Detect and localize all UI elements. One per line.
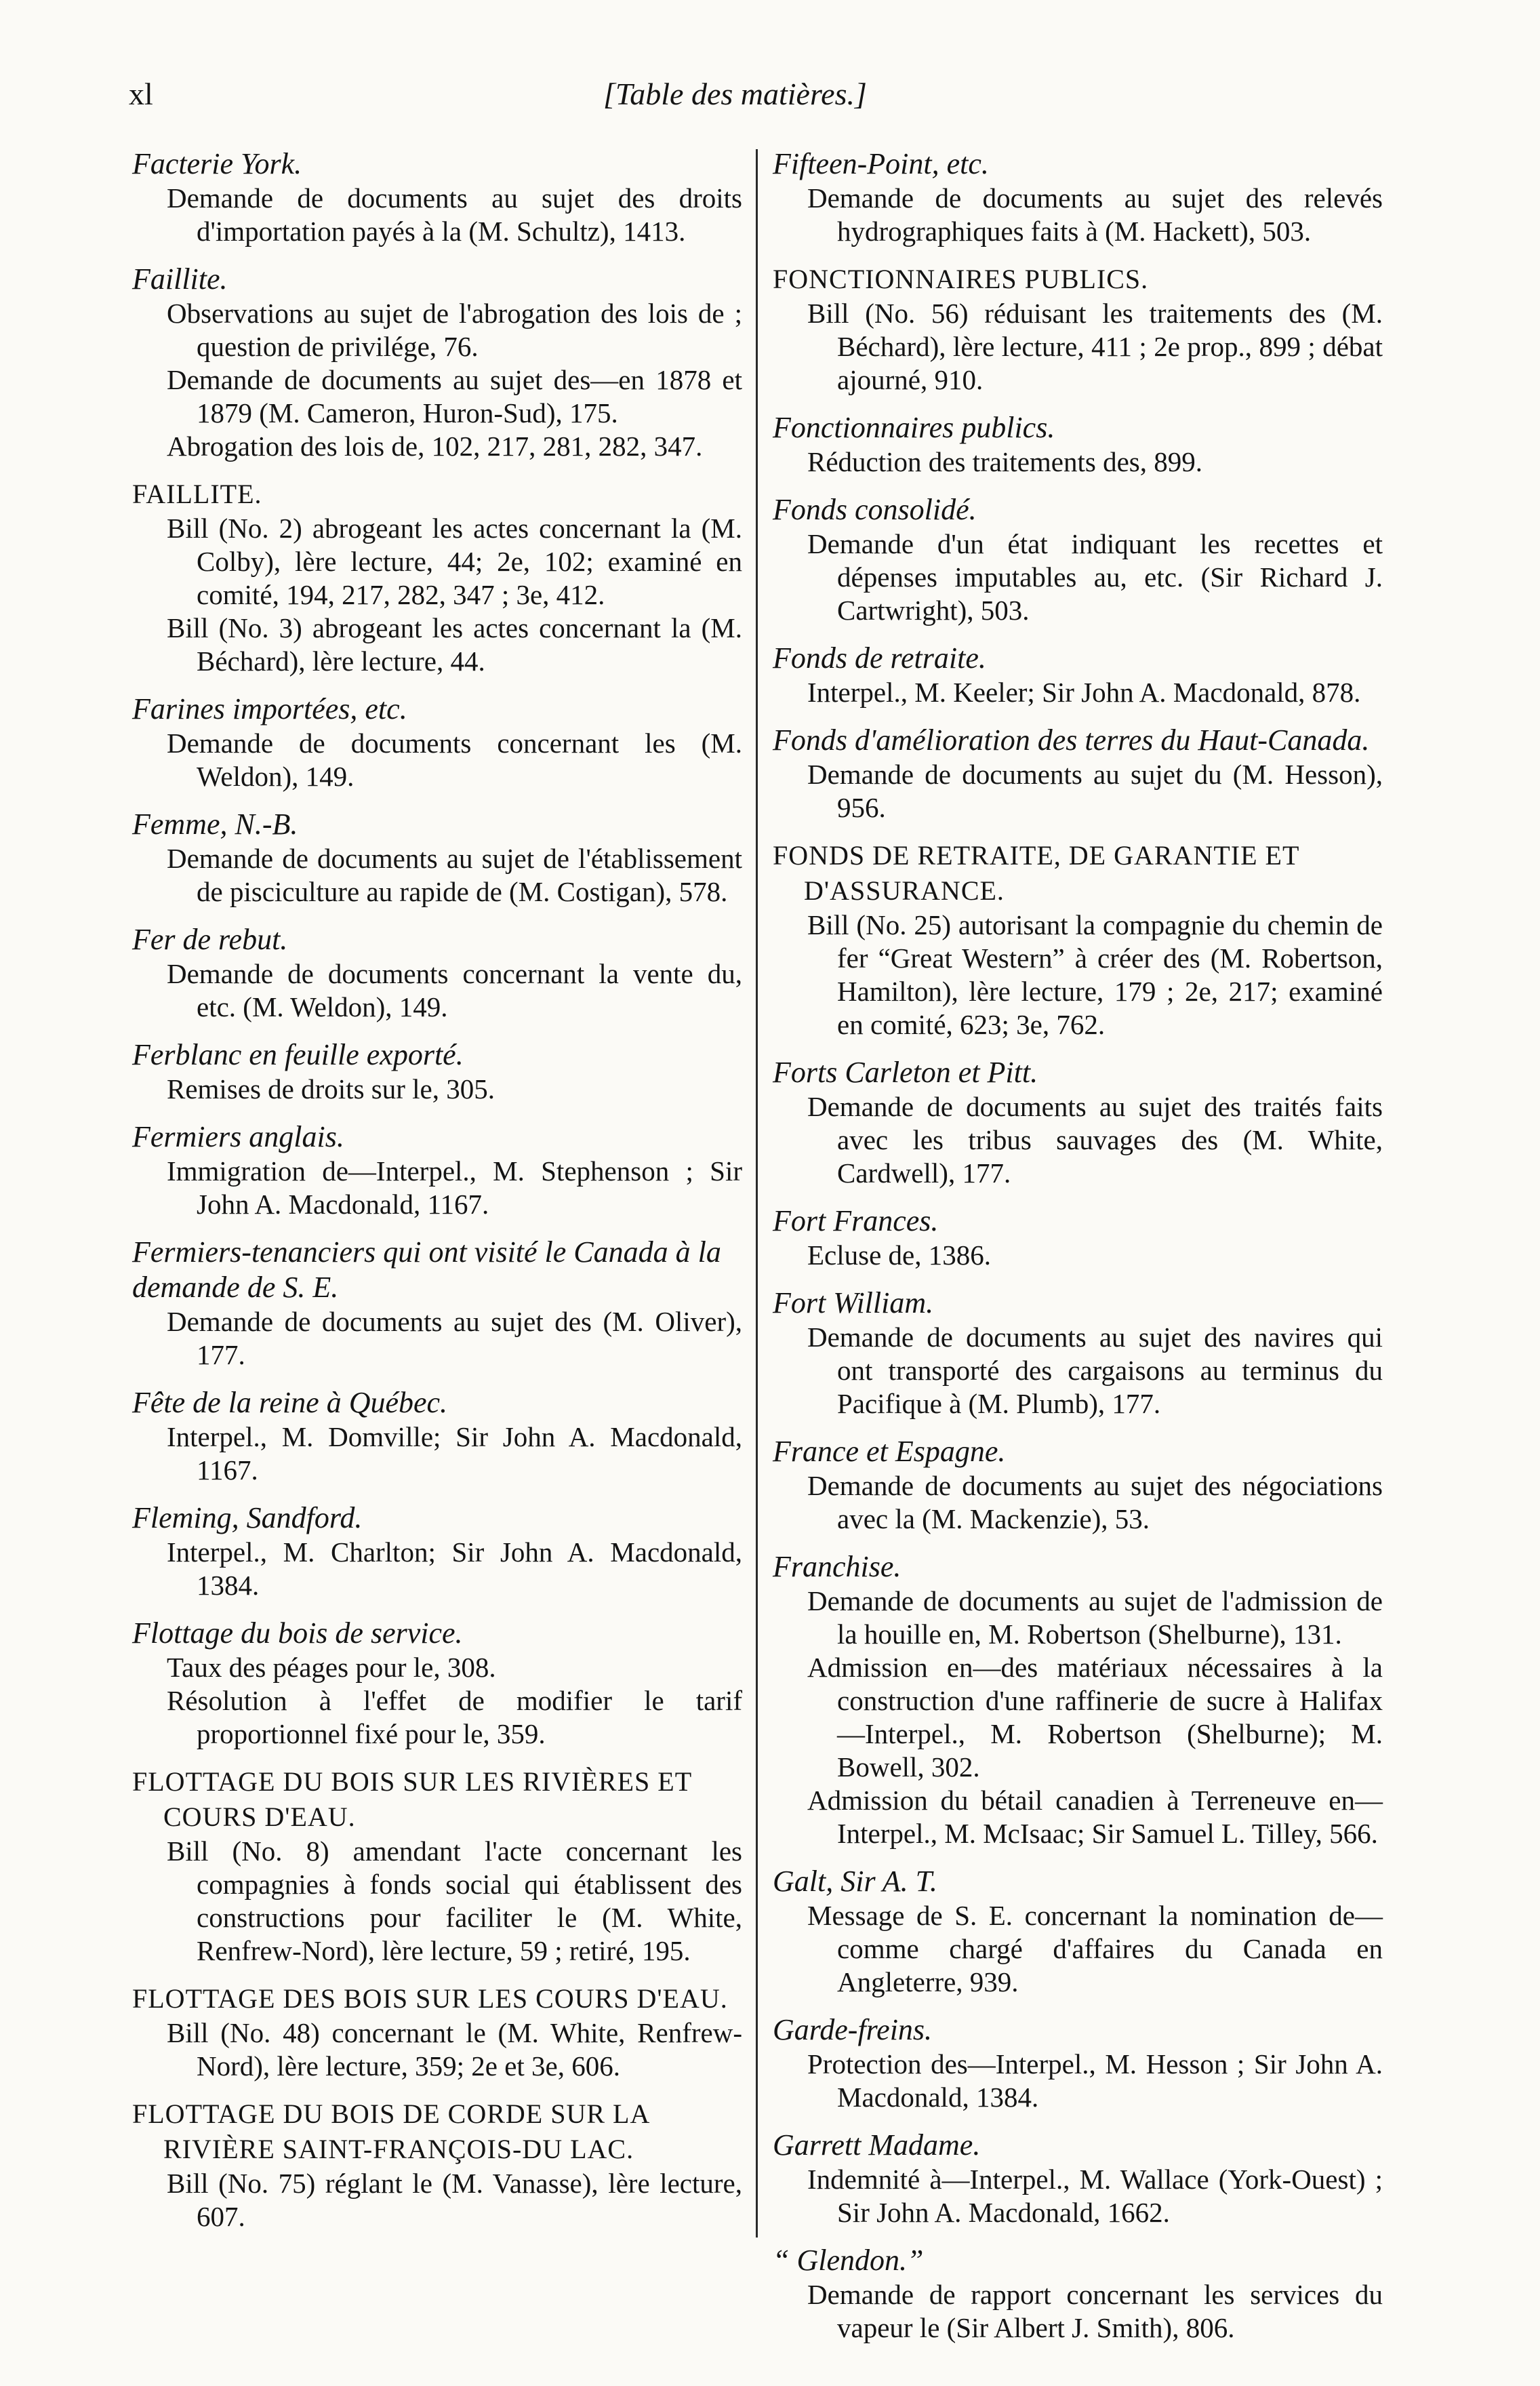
entry-heading: FAILLITE. — [132, 479, 262, 509]
entry-heading: Fonctionnaires publics. — [773, 411, 1055, 444]
entry-subentry: Demande de documents concernant les (M. Weldon), 149. — [167, 728, 742, 792]
entry-subentry: Abrogation des lois de, 102, 217, 281, 282, 347. — [167, 431, 703, 462]
entry-heading: Garde-freins. — [773, 2013, 933, 2046]
page-number: xl — [129, 77, 153, 111]
entry-heading: Fermiers-tenanciers qui ont visité le Canada à la demande de S. E. — [132, 1235, 721, 1304]
entry-heading: FLOTTAGE DU BOIS DE CORDE SUR LA RIVIÈRE SAINT-FRANÇOIS-DU LAC. — [132, 2099, 649, 2164]
index-entry — [132, 477, 742, 678]
index-entry — [132, 1235, 742, 1372]
index-entry — [773, 1434, 1383, 1536]
entry-subentry: Bill (No. 3) abrogeant les actes concernant la (M. Béchard), lère lecture, 44. — [167, 612, 742, 677]
entry-subentry: Interpel., M. Charlton; Sir John A. Macdonald, 1384. — [167, 1536, 742, 1601]
entry-subentry: Demande de documents au sujet des (M. Oliver), 177. — [167, 1306, 742, 1370]
entry-subentry: Protection des—Interpel., M. Hesson ; Sir John A. Macdonald, 1384. — [807, 2048, 1383, 2113]
entry-subentry: Résolution à l'effet de modifier le tarif proportionnel fixé pour le, 359. — [167, 1685, 742, 1749]
entry-subentry: Interpel., M. Keeler; Sir John A. Macdonald, 878. — [807, 677, 1361, 708]
index-entry — [132, 1764, 742, 1968]
entry-subentry: Immigration de—Interpel., M. Stephenson ; Sir John A. Macdonald, 1167. — [167, 1155, 742, 1220]
index-column-left — [132, 146, 742, 2247]
entry-subentry: Bill (No. 48) concernant le (M. White, Renfrew-Nord), lère lecture, 359; 2e et 3e, 606. — [167, 2017, 742, 2082]
index-entry — [773, 1864, 1383, 1999]
entry-subentry: Bill (No. 2) abrogeant les actes concernant la (M. Colby), lère lecture, 44; 2e, 102; examiné en comité, 194, 217, 282, 347 ; 3e, 412. — [167, 513, 742, 610]
entry-heading: Fort Frances. — [773, 1204, 939, 1237]
entry-subentry: Remises de droits sur le, 305. — [167, 1073, 495, 1105]
entry-subentry: Message de S. E. concernant la nomination de—comme chargé d'affaires du Canada en Angleterre, 939. — [807, 1900, 1383, 1997]
entry-heading: Fête de la reine à Québec. — [132, 1386, 448, 1419]
entry-subentry: Bill (No. 56) réduisant les traitements des (M. Béchard), lère lecture, 411 ; 2e prop., 899 ; débat ajourné, 910. — [807, 298, 1383, 395]
index-entry — [132, 807, 742, 909]
entry-subentry: Demande de documents au sujet des navires qui ont transporté des cargaisons au terminus du Pacifique à (M. Plumb), 177. — [807, 1321, 1383, 1419]
entry-subentry: Demande de rapport concernant les services du vapeur le (Sir Albert J. Smith), 806. — [807, 2279, 1383, 2343]
entry-heading: Galt, Sir A. T. — [773, 1865, 937, 1898]
entry-heading: Fifteen-Point, etc. — [773, 147, 989, 180]
entry-subentry: Demande de documents concernant la vente du, etc. (M. Weldon), 149. — [167, 958, 742, 1022]
entry-subentry: Ecluse de, 1386. — [807, 1239, 991, 1271]
entry-heading: “ Glendon.” — [773, 2244, 924, 2277]
entry-subentry: Observations au sujet de l'abrogation des lois de ; question de privilége, 76. — [167, 298, 742, 362]
index-column-right — [773, 146, 1383, 2358]
index-entry — [773, 1549, 1383, 1850]
entry-subentry: Admission du bétail canadien à Terreneuve en—Interpel., M. McIsaac; Sir Samuel L. Tilley, 566. — [807, 1785, 1383, 1849]
index-entry — [132, 262, 742, 463]
entry-subentry: Demande de documents au sujet de l'établissement de pisciculture au rapide de (M. Costigan), 578. — [167, 843, 742, 907]
entry-heading: FONCTIONNAIRES PUBLICS. — [773, 264, 1149, 294]
index-entry — [773, 410, 1383, 479]
entry-heading: Forts Carleton et Pitt. — [773, 1056, 1038, 1089]
index-entry — [773, 1055, 1383, 1190]
entry-heading: Fonds de retraite. — [773, 641, 986, 675]
entry-subentry: Interpel., M. Domville; Sir John A. Macdonald, 1167. — [167, 1421, 742, 1486]
entry-subentry: Bill (No. 25) autorisant la compagnie du chemin de fer “Great Western” à créer des (M. Robertson, Hamilton), lère lecture, 179 ; 2e, 217; examiné en comité, 623; 3e, 762. — [807, 909, 1383, 1040]
index-entry — [773, 492, 1383, 627]
index-entry — [132, 1385, 742, 1487]
entry-heading: Fer de rebut. — [132, 923, 288, 956]
entry-heading: Fonds consolidé. — [773, 493, 977, 526]
column-divider — [756, 149, 758, 2238]
index-entry — [132, 1119, 742, 1221]
entry-heading: Garrett Madame. — [773, 2128, 981, 2162]
entry-subentry: Demande de documents au sujet des négociations avec la (M. Mackenzie), 53. — [807, 1470, 1383, 1534]
entry-subentry: Taux des péages pour le, 308. — [167, 1652, 496, 1683]
index-entry — [132, 922, 742, 1024]
entry-subentry: Demande de documents au sujet des traités faits avec les tribus sauvages des (M. White, Cardwell), 177. — [807, 1091, 1383, 1189]
entry-heading: Fleming, Sandford. — [132, 1501, 363, 1534]
index-entry — [132, 2096, 742, 2233]
entry-subentry: Indemnité à—Interpel., M. Wallace (York-Ouest) ; Sir John A. Macdonald, 1662. — [807, 2164, 1383, 2228]
index-entry — [773, 262, 1383, 397]
entry-subentry: Réduction des traitements des, 899. — [807, 446, 1202, 477]
entry-subentry: Admission en—des matériaux nécessaires à la construction d'une raffinerie de sucre à Halifax—Interpel., M. Robertson (Shelburne); M. Bowell, 302. — [807, 1652, 1383, 1783]
index-entry — [132, 692, 742, 793]
entry-heading: FLOTTAGE DES BOIS SUR LES COURS D'EAU. — [132, 1983, 728, 2014]
index-entry — [773, 641, 1383, 709]
index-entry — [773, 2128, 1383, 2229]
entry-subentry: Demande de documents au sujet des relevés hydrographiques faits à (M. Hackett), 503. — [807, 182, 1383, 247]
index-entry — [773, 723, 1383, 824]
index-entry — [773, 838, 1383, 1041]
entry-subentry: Demande d'un état indiquant les recettes et dépenses imputables au, etc. (Sir Richard J. Cartwright), 503. — [807, 528, 1383, 626]
entry-subentry: Bill (No. 8) amendant l'acte concernant les compagnies à fonds social qui établissent des constructions pour faciliter le (M. White, Renfrew-Nord), lère lecture, 59 ; retiré, 195. — [167, 1835, 742, 1966]
entry-heading: Faillite. — [132, 262, 228, 296]
index-entry — [773, 146, 1383, 248]
page-header — [129, 76, 1418, 123]
entry-heading: FONDS DE RETRAITE, DE GARANTIE ET D'ASSURANCE. — [773, 840, 1299, 906]
index-entry — [132, 146, 742, 248]
index-entry — [132, 1037, 742, 1106]
entry-heading: Franchise. — [773, 1550, 901, 1583]
entry-subentry: Bill (No. 75) réglant le (M. Vanasse), lère lecture, 607. — [167, 2168, 742, 2232]
index-entry — [132, 1981, 742, 2083]
index-entry — [773, 1286, 1383, 1420]
entry-subentry: Demande de documents au sujet de l'admission de la houille en, M. Robertson (Shelburne), 131. — [807, 1585, 1383, 1650]
entry-heading: Femme, N.-B. — [132, 808, 298, 841]
entry-subentry: Demande de documents au sujet des—en 1878 et 1879 (M. Cameron, Huron-Sud), 175. — [167, 364, 742, 429]
entry-subentry: Demande de documents au sujet du (M. Hesson), 956. — [807, 759, 1383, 823]
index-entry — [132, 1500, 742, 1602]
entry-heading: Fermiers anglais. — [132, 1120, 344, 1153]
entry-heading: Farines importées, etc. — [132, 692, 407, 725]
entry-subentry: Demande de documents au sujet des droits d'importation payés à la (M. Schultz), 1413. — [167, 182, 742, 247]
entry-heading: Fonds d'amélioration des terres du Haut-Canada. — [773, 723, 1370, 757]
entry-heading: Ferblanc en feuille exporté. — [132, 1038, 464, 1071]
entry-heading: Fort William. — [773, 1286, 934, 1319]
index-entry — [773, 2243, 1383, 2345]
entry-heading: Facterie York. — [132, 147, 302, 180]
running-title: [Table des matières.] — [603, 77, 867, 111]
index-entry — [132, 1616, 742, 1751]
entry-heading: FLOTTAGE DU BOIS SUR LES RIVIÈRES ET COURS D'EAU. — [132, 1766, 692, 1832]
entry-heading: Flottage du bois de service. — [132, 1616, 463, 1650]
index-entry — [773, 1204, 1383, 1272]
entry-heading: France et Espagne. — [773, 1435, 1006, 1468]
index-entry — [773, 2012, 1383, 2114]
